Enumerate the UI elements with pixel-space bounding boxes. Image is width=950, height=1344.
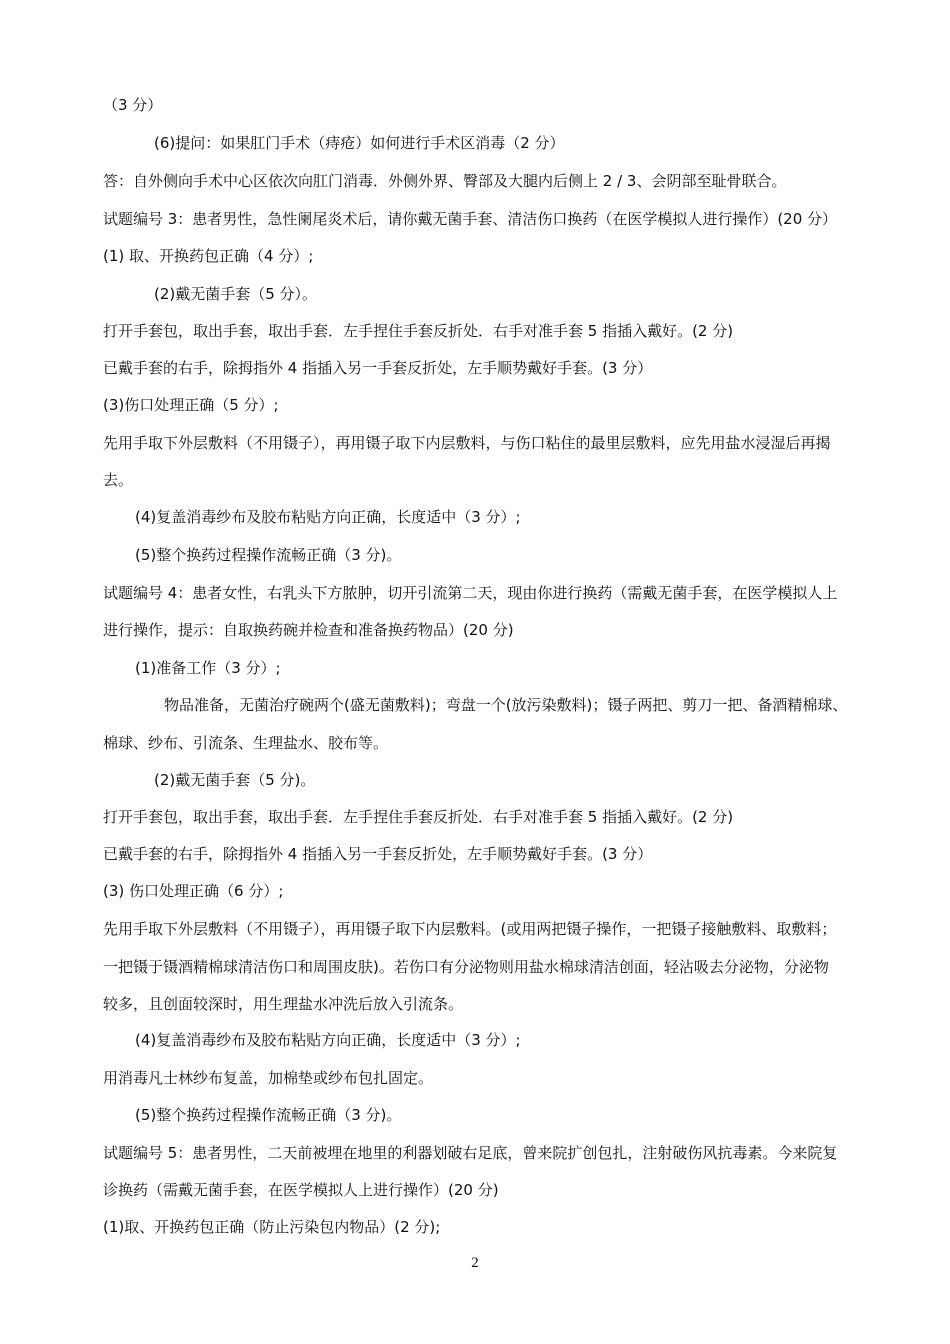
text-line: 物品准备，无菌治疗碗两个(盛无菌敷料)；弯盘一个(放污染敷料)；镊子两把、剪刀一把、备酒精棉球、 xyxy=(164,696,848,714)
text-line: (3) 伤口处理正确（6 分）; xyxy=(103,882,284,900)
text-line: (1) 取、开换药包正确（4 分）; xyxy=(103,247,314,265)
text-line: 打开手套包，取出手套，取出手套．左手捏住手套反折处．右手对准手套 5 指插入戴好。(2 分) xyxy=(103,808,734,826)
text-line: 试题编号 3：患者男性，急性阑尾炎术后，请你戴无菌手套、清洁伤口换药（在医学模拟人进行操作）(20 分） xyxy=(103,210,838,228)
text-line: 打开手套包，取出手套，取出手套．左手捏住手套反折处．右手对准手套 5 指插入戴好。(2 分) xyxy=(103,322,734,340)
text-line: (5)整个换药过程操作流畅正确（3 分)。 xyxy=(135,546,402,564)
text-line: 先用手取下外层敷料（不用镊子），再用镊子取下内层敷料，与伤口粘住的最里层敷料，应先用盐水浸湿后再揭 xyxy=(103,434,831,452)
text-line: 答：自外侧向手术中心区依次向肛门消毒．外侧外界、臀部及大腿内后侧上 2 / 3、会阴部至耻骨联合。 xyxy=(103,172,787,190)
text-line: (1)准备工作（3 分）; xyxy=(135,659,281,677)
text-line: 试题编号 4：患者女性，右乳头下方脓肿，切开引流第二天，现由你进行换药（需戴无菌手套，在医学模拟人上 xyxy=(103,584,838,602)
text-line: (3)伤口处理正确（5 分）; xyxy=(103,396,279,414)
text-line: (6)提问：如果肛门手术（痔疮）如何进行手术区消毒（2 分） xyxy=(154,134,565,152)
page-number: 2 xyxy=(471,1255,479,1271)
text-line: (4)复盖消毒纱布及胶布粘贴方向正确，长度适中（3 分）; xyxy=(135,1031,521,1049)
text-line: 已戴手套的右手，除拇指外 4 指插入另一手套反折处，左手顺势戴好手套。(3 分） xyxy=(103,845,653,863)
text-line: (2)戴无菌手套（5 分)。 xyxy=(154,771,316,789)
text-line: (5)整个换药过程操作流畅正确（3 分)。 xyxy=(135,1106,402,1124)
text-line: (4)复盖消毒纱布及胶布粘贴方向正确，长度适中（3 分）; xyxy=(135,508,521,526)
text-line: 用消毒凡士林纱布复盖，加棉垫或纱布包扎固定。 xyxy=(103,1069,434,1087)
text-line: 诊换药（需戴无菌手套，在医学模拟人上进行操作）(20 分) xyxy=(103,1181,499,1199)
text-line: 去。 xyxy=(103,471,134,489)
text-line: 较多，且创面较深时，用生理盐水冲洗后放入引流条。 xyxy=(103,995,464,1013)
text-line: (2)戴无菌手套（5 分）。 xyxy=(154,285,318,303)
text-line: 进行操作，提示：自取换药碗并检查和准备换药物品）(20 分) xyxy=(103,621,514,639)
text-line: 先用手取下外层敷料（不用镊子），再用镊子取下内层敷料。(或用两把镊子操作，一把镊子接触敷料、取敷料； xyxy=(103,920,837,938)
text-line: （3 分） xyxy=(103,96,163,114)
text-line: 已戴手套的右手，除拇指外 4 指插入另一手套反折处，左手顺势戴好手套。(3 分） xyxy=(103,359,653,377)
text-line: (1)取、开换药包正确（防止污染包内物品）(2 分); xyxy=(103,1218,441,1236)
text-line: 棉球、纱布、引流条、生理盐水、胶布等。 xyxy=(103,734,389,752)
text-line: 试题编号 5：患者男性，二天前被埋在地里的利器划破右足底，曾来院扩创包扎，注射破伤风抗毒素。今来院复 xyxy=(103,1144,838,1162)
text-line: 一把镊于镊酒精棉球清洁伤口和周围皮肤)。若伤口有分泌物则用盐水棉球清洁创面，轻沾吸去分泌物，分泌物 xyxy=(103,958,829,976)
